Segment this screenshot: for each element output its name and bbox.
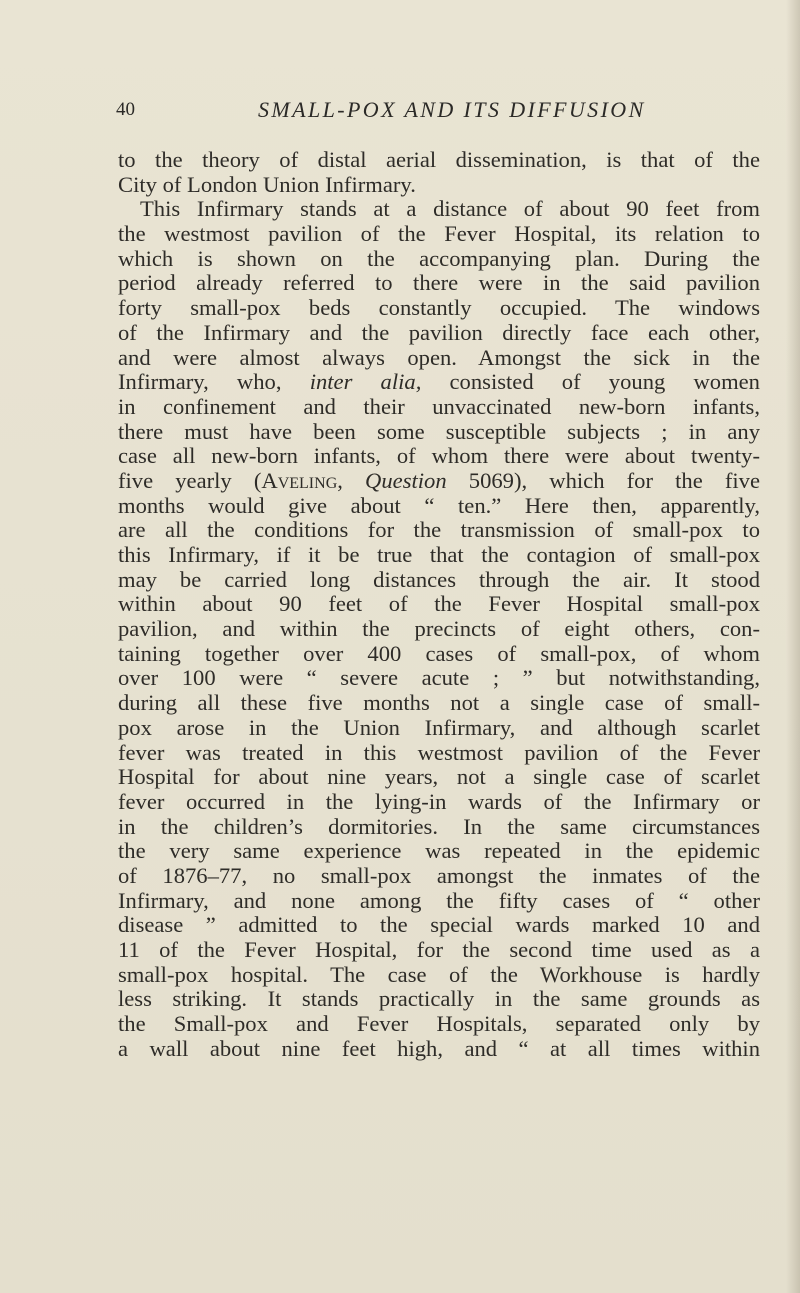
text-line: in confinement and their unvaccinated new-born infants, <box>118 393 760 419</box>
text-segment: 5069), which for the five <box>468 467 760 493</box>
text-line <box>118 370 760 395</box>
text-line: 11 of the Fever Hospital, for the second time used as a <box>118 937 760 962</box>
italic-phrase: inter alia, <box>309 369 422 395</box>
text-line: less striking. It stands practically in the same grounds as <box>118 986 760 1012</box>
text-line: small-pox hospital. The case of the Workhouse is hardly <box>118 961 760 987</box>
text-line: Hospital for about nine years, not a single case of scarlet <box>118 764 760 790</box>
text-line: the Small-pox and Fever Hospitals, separated only by <box>118 1011 760 1037</box>
text-line: during all these five months not a single case of small- <box>118 690 760 716</box>
text-segment: Infirmary, who, <box>118 369 282 395</box>
text-line: to the theory of distal aerial dissemination, is that of the <box>118 147 760 172</box>
text-line: are all the conditions for the transmission of small-pox to <box>118 517 760 543</box>
text-line: months would give about “ ten.” Here then, apparently, <box>118 492 760 518</box>
text-line: period already referred to there were in the said pavilion <box>118 270 760 296</box>
text-line: Infirmary, and none among the fifty cases of “ other <box>118 887 760 913</box>
text-line: This Infirmary stands at a distance of about 90 feet from <box>140 196 760 222</box>
page-edge-shadow <box>786 0 800 1293</box>
text-line <box>118 469 760 494</box>
text-segment: five yearly ( <box>118 467 262 493</box>
text-line: which is shown on the accompanying plan. During the <box>118 245 760 271</box>
text-line: of 1876–77, no small-pox amongst the inmates of the <box>118 862 760 888</box>
italic-phrase: Question <box>365 467 447 493</box>
text-line: disease ” admitted to the special wards marked 10 and <box>118 912 760 938</box>
text-line: this Infirmary, if it be true that the contagion of small-pox <box>118 542 760 567</box>
running-head: SMALL-POX AND ITS DIFFUSION <box>258 97 646 122</box>
text-line: of the Infirmary and the pavilion directly face each other, <box>118 319 760 345</box>
text-line: there must have been some susceptible subjects ; in any <box>118 418 760 444</box>
text-line: fever was treated in this westmost pavilion of the Fever <box>118 739 760 765</box>
text-line: taining together over 400 cases of small-pox, of whom <box>118 640 760 666</box>
text-line: the westmost pavilion of the Fever Hospital, its relation to <box>118 221 760 247</box>
text-line: in the children’s dormitories. In the same circumstances <box>118 813 760 839</box>
text-line: case all new-born infants, of whom there were about twenty- <box>118 443 760 469</box>
text-line: the very same experience was repeated in the epidemic <box>118 838 760 864</box>
text-line: over 100 were “ severe acute ; ” but notwithstanding, <box>118 665 760 691</box>
text-line: pavilion, and within the precincts of eight others, con- <box>118 616 760 642</box>
page-number: 40 <box>116 99 135 120</box>
text-line: may be carried long distances through the air. It stood <box>118 566 760 592</box>
text-line: a wall about nine feet high, and “ at all times within <box>118 1035 760 1061</box>
text-line: pox arose in the Union Infirmary, and although scarlet <box>118 714 760 740</box>
author-name: Aveling, <box>261 467 343 493</box>
page-header <box>116 90 756 130</box>
text-line: and were almost always open. Amongst the sick in the <box>118 344 760 370</box>
body-text <box>118 148 760 1061</box>
text-segment: consisted of young women <box>449 369 760 395</box>
text-line: within about 90 feet of the Fever Hospital small-pox <box>118 591 760 617</box>
text-line: fever occurred in the lying-in wards of the Infirmary or <box>118 788 760 814</box>
text-line: forty small-pox beds constantly occupied. The windows <box>118 295 760 321</box>
text-line: City of London Union Infirmary. <box>118 171 416 197</box>
